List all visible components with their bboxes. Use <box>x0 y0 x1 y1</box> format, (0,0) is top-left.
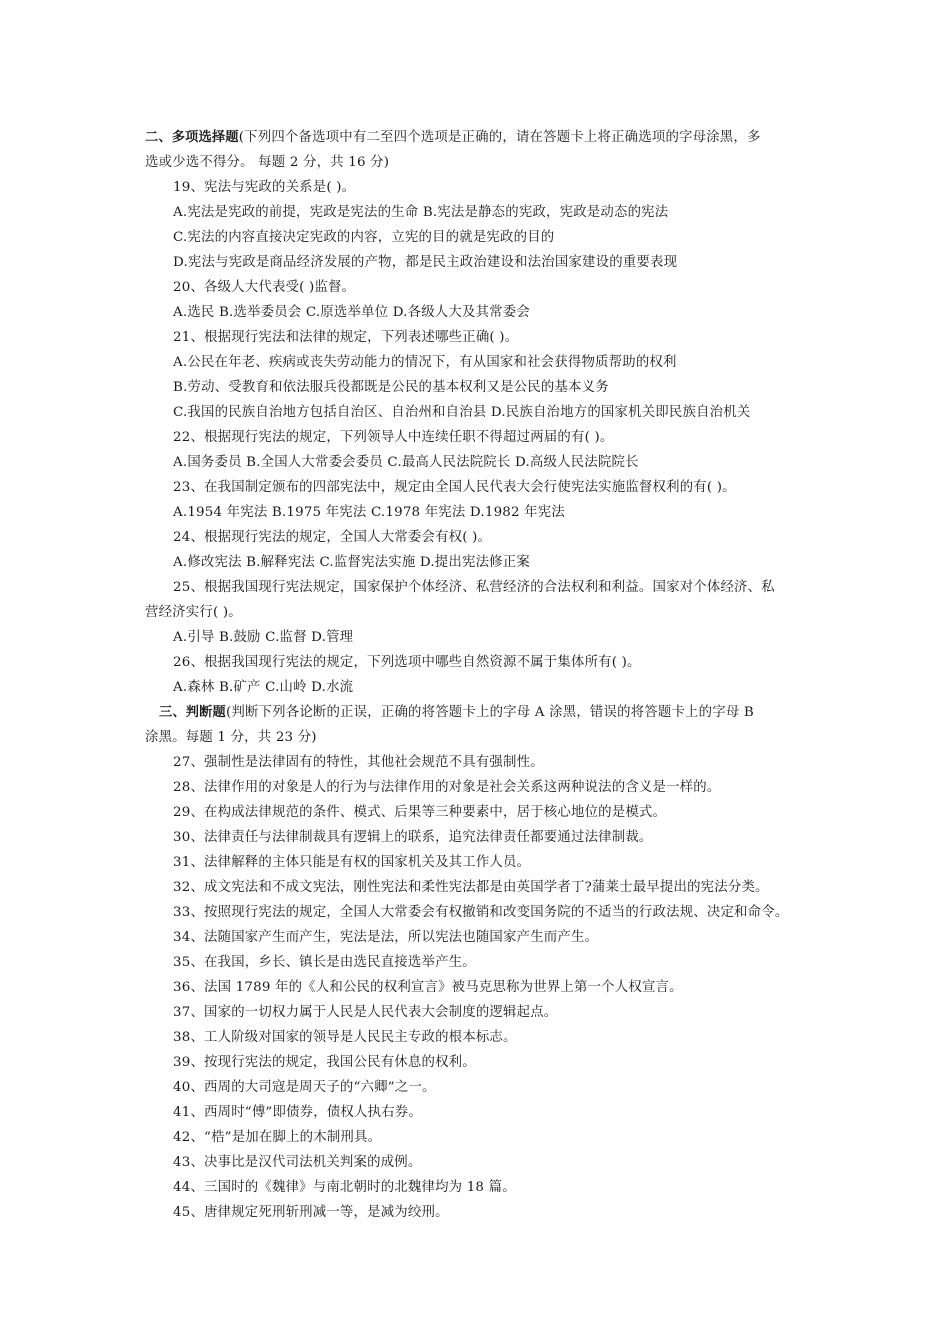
statement-28: 28、法律作用的对象是人的行为与法律作用的对象是社会关系这两种说法的含义是一样的。 <box>173 780 721 795</box>
question-23: 23、在我国制定颁布的四部宪法中，规定由全国人民代表大会行使宪法实施监督权利的有( )。 <box>173 480 736 495</box>
statement-32: 32、成文宪法和不成文宪法，刚性宪法和柔性宪法都是由英国学者丁?蒲莱士最早提出的宪法分类。 <box>173 880 769 895</box>
statement-39: 39、按现行宪法的规定，我国公民有休息的权利。 <box>173 1055 476 1070</box>
section-3-description: (判断下列各论断的正误，正确的将答题卡上的字母 A 涂黑，错误的将答题卡上的字母 B <box>225 705 754 720</box>
question-19: 19、宪法与宪政的关系是( )。 <box>173 180 356 195</box>
statement-27: 27、强制性是法律固有的特性，其他社会规范不具有强制性。 <box>173 755 544 770</box>
question-21-option-a: A.公民在年老、疾病或丧失劳动能力的情况下，有从国家和社会获得物质帮助的权利 <box>173 355 677 370</box>
statement-41: 41、西周时“傅”即债券，债权人执右券。 <box>173 1105 422 1120</box>
section-2-intro-line-2: 选或少选不得分。 每题 2 分，共 16 分) <box>145 155 390 170</box>
statement-42: 42、“梏”是加在脚上的木制刑具。 <box>173 1130 382 1145</box>
section-3-heading: 三、判断题 <box>159 705 226 720</box>
question-26-options: A.森林 B.矿产 C.山岭 D.水流 <box>173 680 354 695</box>
question-19-options-ab: A.宪法是宪政的前提，宪政是宪法的生命 B.宪法是静态的宪政，宪政是动态的宪法 <box>173 205 669 220</box>
question-24: 24、根据现行宪法的规定，全国人大常委会有权( )。 <box>173 530 492 545</box>
question-25-options: A.引导 B.鼓励 C.监督 D.管理 <box>173 630 354 645</box>
question-25-line-2: 营经济实行( )。 <box>145 605 242 620</box>
statement-34: 34、法随国家产生而产生，宪法是法，所以宪法也随国家产生而产生。 <box>173 930 599 945</box>
question-25-line-1: 25、根据我国现行宪法规定，国家保护个体经济、私营经济的合法权利和利益。国家对个体经济、私 <box>173 580 775 595</box>
question-21-options-cd: C.我国的民族自治地方包括自治区、自治州和自治县 D.民族自治地方的国家机关即民族自治机关 <box>173 405 751 420</box>
statement-30: 30、法律责任与法律制裁具有逻辑上的联系，追究法律责任都要通过法律制裁。 <box>173 830 653 845</box>
section-3-intro-line-2: 涂黑。每题 1 分，共 23 分) <box>145 730 317 745</box>
statement-38: 38、工人阶级对国家的领导是人民民主专政的根本标志。 <box>173 1030 517 1045</box>
question-26: 26、根据我国现行宪法的规定，下列选项中哪些自然资源不属于集体所有( )。 <box>173 655 641 670</box>
question-23-options: A.1954 年宪法 B.1975 年宪法 C.1978 年宪法 D.1982 年宪法 <box>173 505 565 520</box>
question-24-options: A.修改宪法 B.解释宪法 C.监督宪法实施 D.提出宪法修正案 <box>173 555 530 570</box>
question-21: 21、根据现行宪法和法律的规定，下列表述哪些正确( )。 <box>173 330 519 345</box>
statement-45: 45、唐律规定死刑斩刑减一等，是减为绞刑。 <box>173 1205 449 1220</box>
section-2-intro-line-1 <box>145 128 761 148</box>
section-2-description: (下列四个备选项中有二至四个选项是正确的，请在答题卡上将正确选项的字母涂黑，多 <box>238 130 761 145</box>
question-21-option-b: B.劳动、受教育和依法服兵役都既是公民的基本权利又是公民的基本义务 <box>173 380 609 395</box>
statement-35: 35、在我国，乡长、镇长是由选民直接选举产生。 <box>173 955 476 970</box>
question-19-option-d: D.宪法与宪政是商品经济发展的产物，都是民主政治建设和法治国家建设的重要表现 <box>173 255 678 270</box>
section-2-heading: 二、多项选择题 <box>145 130 239 145</box>
statement-43: 43、决事比是汉代司法机关判案的成例。 <box>173 1155 422 1170</box>
question-22-options: A.国务委员 B.全国人大常委会委员 C.最高人民法院院长 D.高级人民法院院长 <box>173 455 639 470</box>
question-20: 20、各级人大代表受( )监督。 <box>173 280 356 295</box>
statement-36: 36、法国 1789 年的《人和公民的权利宣言》被马克思称为世界上第一个人权宣言。 <box>173 980 683 995</box>
question-20-options: A.选民 B.选举委员会 C.原选举单位 D.各级人大及其常委会 <box>173 305 530 320</box>
question-19-option-c: C.宪法的内容直接决定宪政的内容，立宪的目的就是宪政的目的 <box>173 230 555 245</box>
section-3-intro-line-1 <box>159 703 754 723</box>
statement-44: 44、三国时的《魏律》与南北朝时的北魏律均为 18 篇。 <box>173 1180 516 1195</box>
statement-33: 33、按照现行宪法的规定，全国人大常委会有权撤销和改变国务院的不适当的行政法规、决定和命令。 <box>173 905 789 920</box>
statement-31: 31、法律解释的主体只能是有权的国家机关及其工作人员。 <box>173 855 531 870</box>
statement-29: 29、在构成法律规范的条件、模式、后果等三种要素中，居于核心地位的是模式。 <box>173 805 667 820</box>
statement-37: 37、国家的一切权力属于人民是人民代表大会制度的逻辑起点。 <box>173 1005 558 1020</box>
statement-40: 40、西周的大司寇是周天子的“六卿”之一。 <box>173 1080 436 1095</box>
question-22: 22、根据现行宪法的规定，下列领导人中连续任职不得超过两届的有( )。 <box>173 430 614 445</box>
